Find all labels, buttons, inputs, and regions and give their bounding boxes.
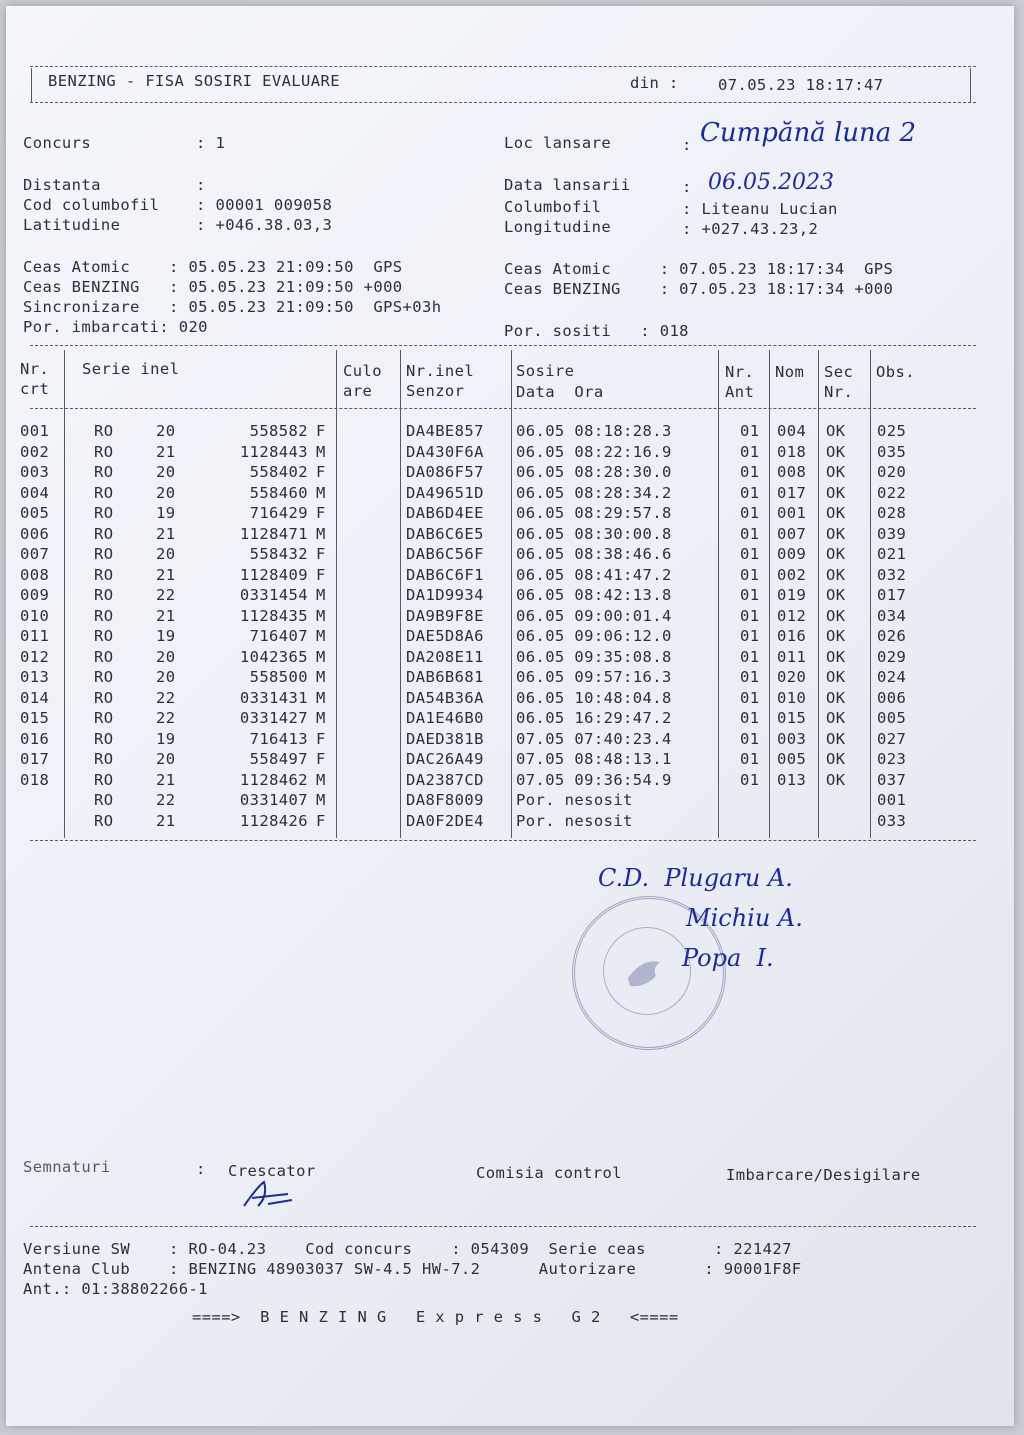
cell-arrival: 06.05 16:29:47.2 [516,709,672,727]
cell-sec: OK [826,770,846,789]
cell-obs: 037 [877,770,907,789]
header-bottom-rule [30,102,976,103]
latitudine-label: Latitudine [23,216,121,234]
header-nr-inel-2: Senzor [406,382,465,400]
loc-lansare-handwritten: Cumpănă luna 2 [700,118,917,148]
cell-sensor: DAB6C6F1 [406,565,484,584]
header-obs: Obs. [876,363,915,381]
cell-nom: 002 [777,565,807,584]
cell-nom: 012 [777,606,807,625]
cell-year: 21 [156,606,176,625]
cell-sensor: DA1E46B0 [406,709,484,727]
cell-sex: F [316,565,326,584]
club-stamp [572,896,726,1050]
cell-sec: OK [826,647,846,666]
cell-sensor: DA2387CD [406,770,484,789]
cell-country: RO [94,668,114,686]
cell-nr-crt: 011 [20,627,50,645]
cell-year: 20 [156,463,176,481]
cell-sec: OK [826,729,846,748]
semnaturi-colon: : [196,1160,206,1178]
table-row [6,422,1014,443]
cell-antenna: 01 [740,606,760,625]
header-nom: Nom [775,363,805,381]
cell-antenna: 01 [740,422,760,440]
cell-sec: OK [826,463,846,481]
cell-sec: OK [826,586,846,604]
cell-sensor: DA430F6A [406,442,484,461]
print-date-value: 07.05.23 18:17:47 [718,76,884,94]
cell-antenna: 01 [740,565,760,584]
cell-arrival: 06.05 08:41:47.2 [516,565,672,584]
cell-obs: 021 [877,545,907,563]
header-culoare: Culo [343,362,382,380]
cell-sec: OK [826,688,846,707]
cell-antenna: 01 [740,627,760,645]
cell-country: RO [94,565,114,584]
cell-sec: OK [826,483,846,502]
cell-year: 22 [156,709,176,727]
cell-sec: OK [826,422,846,440]
cell-antenna: 01 [740,750,760,768]
cell-arrival: 07.05 07:40:23.4 [516,729,672,748]
cell-arrival: 06.05 08:30:00.8 [516,524,672,543]
cell-ring-number: 0331454 [239,586,308,604]
cell-sec: OK [826,545,846,563]
cell-year: 20 [156,545,176,563]
cell-obs: 022 [877,483,907,502]
cell-ring-number: 0331407 [239,791,308,809]
cell-year: 19 [156,729,176,748]
ceas-atomic-start: Ceas Atomic : 05.05.23 21:09:50 GPS [23,258,403,276]
table-row [6,443,1014,464]
cell-obs: 025 [877,422,907,440]
header-serie-inel: Serie inel [82,360,180,378]
cell-sex: M [316,647,326,666]
cell-obs: 006 [877,688,907,707]
header-right-border [970,68,971,102]
cell-sensor: DA0F2DE4 [406,811,484,830]
cell-obs: 032 [877,565,907,584]
cell-year: 22 [156,688,176,707]
cell-sex: M [316,586,326,604]
cell-country: RO [94,586,114,604]
cell-nr-crt: 008 [20,565,50,584]
data-lansarii-label: Data lansarii [504,176,631,194]
longitudine-label: Longitudine [504,218,612,236]
cell-sex: F [316,422,326,440]
cell-obs: 024 [877,668,907,686]
cell-nom: 019 [777,586,807,604]
header-sosire-2: Data Ora [516,383,604,401]
cell-arrival: 06.05 09:35:08.8 [516,647,672,666]
ceas-benzing-start: Ceas BENZING : 05.05.23 21:09:50 +000 [23,278,403,296]
table-header-rule [30,408,976,409]
cell-nom: 020 [777,668,807,686]
cell-nom: 009 [777,545,807,563]
latitudine-value: : +046.38.03,3 [196,216,333,234]
cell-ring-number: 1128462 [239,770,308,789]
cell-ring-number: 716429 [249,504,308,522]
cell-arrival: 06.05 08:29:57.8 [516,504,672,522]
cell-country: RO [94,524,114,543]
cell-year: 21 [156,442,176,461]
table-row [6,627,1014,648]
header-nr-ant: Nr. [725,363,755,381]
cell-nom: 005 [777,750,807,768]
cell-country: RO [94,545,114,563]
cell-nr-crt: 006 [20,524,50,543]
table-row [6,648,1014,669]
print-date-label: din : [630,74,679,92]
cell-sec: OK [826,668,846,686]
table-row [6,689,1014,710]
header-culoare-2: are [343,382,373,400]
cell-obs: 023 [877,750,907,768]
cell-country: RO [94,791,114,809]
cell-country: RO [94,811,114,830]
cell-sec: OK [826,524,846,543]
document-title: BENZING - FISA SOSIRI EVALUARE [48,72,340,90]
cell-sensor: DAB6D4EE [406,504,484,522]
cell-ring-number: 716413 [249,729,308,748]
cell-nom: 010 [777,688,807,707]
table-row [6,525,1014,546]
cell-nom: 003 [777,729,807,748]
cell-sensor: DA086F57 [406,463,484,481]
cell-sex: M [316,770,326,789]
table-row [6,668,1014,689]
cell-sensor: DAE5D8A6 [406,627,484,645]
table-top-rule [30,345,976,346]
cell-nr-crt: 001 [20,422,50,440]
cell-country: RO [94,709,114,727]
header-top-rule [30,66,976,67]
concurs-label: Concurs [23,134,92,152]
table-row [6,709,1014,730]
cell-year: 22 [156,586,176,604]
por-sositi: Por. sositi : 018 [504,322,689,340]
cell-country: RO [94,606,114,625]
footer-antena: Antena Club : BENZING 48903037 SW-4.5 HW-7.2 Autorizare : 90001F8F [23,1260,802,1278]
cell-country: RO [94,770,114,789]
header-sosire: Sosire [516,362,575,380]
cell-obs: 020 [877,463,907,481]
cell-arrival: 06.05 09:00:01.4 [516,606,672,625]
cell-antenna: 01 [740,729,760,748]
cell-nom: 004 [777,422,807,440]
table-row [6,730,1014,751]
cell-nr-crt: 017 [20,750,50,768]
cell-nr-crt: 010 [20,606,50,625]
cell-sex: F [316,750,326,768]
cell-nr-crt: 004 [20,483,50,502]
cell-year: 21 [156,770,176,789]
cell-arrival: 06.05 09:57:16.3 [516,668,672,686]
cell-ring-number: 558460 [249,483,308,502]
comisia-label: Comisia control [476,1164,622,1182]
cell-sec: OK [826,606,846,625]
footer-express: ====> B E N Z I N G E x p r e s s G 2 <==== [192,1308,679,1326]
header-sec-2: Nr. [824,383,854,401]
cell-country: RO [94,688,114,707]
header-nr-inel: Nr.inel [406,362,475,380]
columbofil-value: : Liteanu Lucian [682,200,838,218]
cell-arrival: 07.05 08:48:13.1 [516,750,672,768]
cell-sec: OK [826,565,846,584]
cell-nom: 018 [777,442,807,461]
cell-ring-number: 0331427 [239,709,308,727]
data-lansarii-handwritten: 06.05.2023 [708,170,834,195]
cell-obs: 034 [877,606,907,625]
cell-obs: 026 [877,627,907,645]
cell-ring-number: 1128435 [239,606,308,625]
cell-year: 19 [156,504,176,522]
cell-country: RO [94,729,114,748]
cell-antenna: 01 [740,770,760,789]
cell-nr-crt: 012 [20,647,50,666]
cell-sex: F [316,463,326,481]
cell-obs: 033 [877,811,907,830]
cell-ring-number: 558500 [249,668,308,686]
cell-nr-crt: 007 [20,545,50,563]
cell-arrival: 06.05 10:48:04.8 [516,688,672,707]
cell-nom: 017 [777,483,807,502]
cell-arrival: 06.05 08:18:28.3 [516,422,672,440]
cell-country: RO [94,750,114,768]
cell-country: RO [94,504,114,522]
cell-ring-number: 1128471 [239,524,308,543]
loc-lansare-label: Loc lansare [504,134,612,152]
cell-country: RO [94,647,114,666]
cell-nom: 001 [777,504,807,522]
cell-nr-crt: 013 [20,668,50,686]
cell-country: RO [94,442,114,461]
cell-sex: M [316,442,326,461]
cell-nr-crt: 009 [20,586,50,604]
table-row [6,545,1014,566]
commission-note-3: Popa I. [682,944,774,972]
cell-sex: F [316,811,326,830]
cell-obs: 017 [877,586,907,604]
cell-sex: F [316,504,326,522]
cell-antenna: 01 [740,442,760,461]
cell-nom: 016 [777,627,807,645]
cell-country: RO [94,463,114,481]
table-row [6,566,1014,587]
cell-nom: 008 [777,463,807,481]
cell-country: RO [94,422,114,440]
header-nr-crt: Nr. [20,360,50,378]
cell-ring-number: 558432 [249,545,308,563]
cell-arrival: 07.05 09:36:54.9 [516,770,672,789]
table-row [6,586,1014,607]
cell-sex: M [316,606,326,625]
cell-sex: M [316,627,326,645]
cell-year: 19 [156,627,176,645]
cell-antenna: 01 [740,545,760,563]
cell-ring-number: 1042365 [239,647,308,666]
cell-ring-number: 1128426 [239,811,308,830]
cell-sensor: DAB6B681 [406,668,484,686]
table-row [6,771,1014,792]
loc-lansare-colon: : [682,136,692,154]
cell-sensor: DA1D9934 [406,586,484,604]
sincronizare: Sincronizare : 05.05.23 21:09:50 GPS+03h [23,298,442,316]
cell-nr-crt: 018 [20,770,50,789]
cell-nom: 011 [777,647,807,666]
cell-year: 21 [156,565,176,584]
cell-ring-number: 1128443 [239,442,308,461]
concurs-value: : 1 [196,134,226,152]
table-row [6,812,1014,833]
cell-obs: 035 [877,442,907,461]
cell-nr-crt: 016 [20,729,50,748]
document-page [6,6,1014,1426]
imbarcare-label: Imbarcare/Desigilare [726,1166,921,1184]
cell-year: 20 [156,668,176,686]
cell-sex: M [316,483,326,502]
cell-obs: 005 [877,709,907,727]
commission-note-2: Michiu A. [686,904,803,932]
cell-ring-number: 0331431 [239,688,308,707]
header-left-border [31,68,32,102]
cell-sensor: DAED381B [406,729,484,748]
cell-sensor: DA208E11 [406,647,484,666]
columbofil-label: Columbofil [504,198,602,216]
table-row [6,504,1014,525]
cell-ring-number: 1128409 [239,565,308,584]
cell-arrival: 06.05 08:28:30.0 [516,463,672,481]
cell-sex: M [316,791,326,809]
cod-columbofil-label: Cod columbofil [23,196,160,214]
header-nr-ant-2: Ant [725,383,755,401]
stamp-dove-icon [572,896,720,1044]
cell-antenna: 01 [740,586,760,604]
commission-note-1: C.D. Plugaru A. [598,864,793,892]
longitudine-value: : +027.43.23,2 [682,220,819,238]
distanta-value: : [196,176,206,194]
cell-nr-crt: 003 [20,463,50,481]
cell-sec: OK [826,504,846,522]
cell-ring-number: 558582 [249,422,308,440]
cell-nr-crt: 014 [20,688,50,707]
cell-country: RO [94,483,114,502]
cell-arrival: Por. nesosit [516,811,633,830]
cell-arrival: 06.05 09:06:12.0 [516,627,672,645]
cell-antenna: 01 [740,483,760,502]
ceas-benzing-end: Ceas BENZING : 07.05.23 18:17:34 +000 [504,280,894,298]
cod-columbofil-value: : 00001 009058 [196,196,333,214]
footer-ant: Ant.: 01:38802266-1 [23,1280,208,1298]
cell-sec: OK [826,709,846,727]
cell-sensor: DA9B9F8E [406,606,484,625]
cell-sensor: DAB6C56F [406,545,484,563]
cell-nr-crt: 002 [20,442,50,461]
cell-year: 21 [156,811,176,830]
cell-obs: 029 [877,647,907,666]
cell-antenna: 01 [740,668,760,686]
cell-year: 20 [156,483,176,502]
table-row [6,750,1014,771]
cell-year: 20 [156,422,176,440]
cell-year: 20 [156,647,176,666]
cell-antenna: 01 [740,463,760,481]
cell-ring-number: 558402 [249,463,308,481]
crescator-signature-icon [238,1176,298,1216]
cell-sec: OK [826,627,846,645]
cell-antenna: 01 [740,709,760,727]
cell-sec: OK [826,750,846,768]
distanta-label: Distanta [23,176,101,194]
cell-obs: 039 [877,524,907,543]
cell-antenna: 01 [740,504,760,522]
cell-sex: F [316,545,326,563]
cell-nom: 013 [777,770,807,789]
cell-year: 20 [156,750,176,768]
header-sec: Sec [824,363,854,381]
crescator-label: Crescator [228,1162,316,1180]
cell-ring-number: 716407 [249,627,308,645]
cell-sex: M [316,709,326,727]
data-lansarii-colon: : [682,178,692,196]
cell-year: 21 [156,524,176,543]
header-nr-crt-2: crt [20,380,50,398]
semnaturi-label: Semnaturi [23,1158,111,1176]
cell-year: 22 [156,791,176,809]
table-row [6,463,1014,484]
cell-sex: M [316,524,326,543]
cell-antenna: 01 [740,524,760,543]
cell-obs: 027 [877,729,907,748]
cell-sensor: DA54B36A [406,688,484,707]
footer-versiune: Versiune SW : RO-04.23 Cod concurs : 054309 Serie ceas : 221427 [23,1240,792,1258]
cell-arrival: 06.05 08:28:34.2 [516,483,672,502]
cell-ring-number: 558497 [249,750,308,768]
table-row [6,607,1014,628]
cell-antenna: 01 [740,688,760,707]
table-row [6,791,1014,812]
cell-sensor: DAB6C6E5 [406,524,484,543]
ceas-atomic-end: Ceas Atomic : 07.05.23 18:17:34 GPS [504,260,894,278]
cell-arrival: 06.05 08:38:46.6 [516,545,672,563]
cell-sex: M [316,688,326,707]
cell-sex: M [316,668,326,686]
table-bottom-rule [30,840,976,841]
por-imbarcati: Por. imbarcati: 020 [23,318,208,336]
cell-sensor: DA49651D [406,483,484,502]
cell-antenna: 01 [740,647,760,666]
cell-obs: 028 [877,504,907,522]
table-row [6,484,1014,505]
cell-sex: F [316,729,326,748]
cell-nr-crt: 015 [20,709,50,727]
cell-arrival: 06.05 08:22:16.9 [516,442,672,461]
cell-sensor: DA8F8009 [406,791,484,809]
cell-sensor: DAC26A49 [406,750,484,768]
cell-obs: 001 [877,791,907,809]
cell-country: RO [94,627,114,645]
cell-nr-crt: 005 [20,504,50,522]
cell-nom: 015 [777,709,807,727]
cell-sec: OK [826,442,846,461]
cell-nom: 007 [777,524,807,543]
cell-arrival: Por. nesosit [516,791,633,809]
cell-sensor: DA4BE857 [406,422,484,440]
cell-arrival: 06.05 08:42:13.8 [516,586,672,604]
footer-rule [30,1226,976,1227]
